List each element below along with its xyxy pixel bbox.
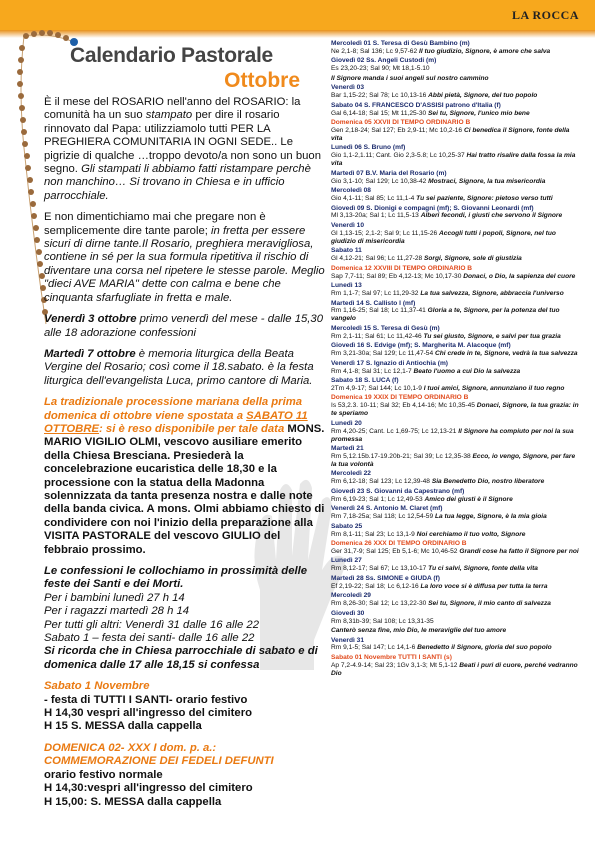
calendar-antiphon: Grandi cose ha fatto il Signore per noi — [459, 547, 579, 555]
calendar-day-title: Giovedì 30 — [331, 609, 365, 617]
calendar-entry — [331, 445, 581, 469]
calendar-antiphon: Mostraci, Signore, la tua misericordia — [428, 177, 546, 185]
calendar-readings-line — [331, 548, 581, 556]
calendar-readings: Gal 6,14-18; Sal 15; Mt 11,25-30 — [331, 109, 427, 117]
all-saints-block — [44, 680, 326, 734]
all-saints-line: - festa di TUTTI I SANTI- orario festivo — [44, 693, 248, 706]
calendar-antiphon: Sei tu, Signore, l'unico mio bene — [428, 109, 530, 117]
calendar-entry — [331, 394, 581, 418]
calendar-entry — [331, 592, 581, 608]
calendar-readings-line — [331, 513, 581, 521]
calendar-day-title: Giovedì 02 Ss. Angeli Custodi (m) — [331, 57, 437, 65]
calendar-antiphon: Benedetto il Signore, gloria del suo popolo — [417, 644, 552, 652]
calendar-readings-line — [331, 496, 581, 504]
all-souls-line: orario festivo normale — [44, 768, 163, 781]
event-date: Martedì 7 ottobre — [44, 347, 136, 360]
confessions-heading — [44, 565, 326, 592]
calendar-day-title: Martedì 28 Ss. SIMONE e GIUDA (f) — [331, 574, 440, 582]
text: Gli stampati li abbiamo fatti ristampare perchè non manchino… Si trovano in Chiesa e in ufficio parrocchiale. — [44, 163, 311, 202]
calendar-readings: 2Tm 4,9-17; Sal 144; Lc 10,1-9 — [331, 384, 422, 392]
prayer-paragraph — [44, 211, 326, 305]
calendar-entry — [331, 610, 581, 626]
all-souls-heading: DOMENICA 02- XXX I dom. p. a.: — [44, 741, 217, 754]
calendar-readings-line — [331, 65, 581, 73]
page-heading — [70, 44, 300, 93]
calendar-entry — [331, 575, 581, 591]
calendar-readings-line — [331, 428, 581, 444]
all-souls-line: H 15,00: S. MESSA dalla cappella — [44, 795, 222, 808]
confessions-line: Per tutti gli altri: Venerdì 31 dalle 16 alle 22 — [44, 618, 259, 631]
calendar-readings-line — [331, 212, 581, 220]
all-saints-heading: Sabato 1 Novembre — [44, 680, 150, 693]
calendar-entry — [331, 119, 581, 143]
calendar-day-title: Lunedì 06 S. Bruno (mf) — [331, 144, 406, 152]
calendar-antiphon: Il Signore ha compiuto per noi la sua promessa — [331, 427, 574, 443]
page-title: Calendario Pastorale — [70, 44, 273, 67]
calendar-day-title: Domenica 26 XXX DI TEMPO ORDINARIO B — [331, 540, 467, 547]
calendar-entry — [331, 654, 581, 678]
calendar-entry — [331, 247, 581, 263]
calendar-day-title: Sabato 01 Novembre TUTTI I SANTI (s) — [331, 653, 452, 661]
calendar-antiphon: Sei tu, Signore, il mio canto di salvezza — [428, 600, 551, 608]
calendar-antiphon: Canterò senza fine, mio Dio, le meraviglie del tuo amore — [331, 627, 507, 635]
calendar-readings: Rm 8,12-17; Sal 67; Lc 13,10-17 — [331, 565, 427, 573]
calendar-antiphon: La tua legge, Signore, è la mia gioia — [435, 513, 547, 521]
calendar-antiphon: Il Signore manda i suoi angeli sul nostro cammino — [331, 74, 489, 82]
calendar-day-title: Lunedì 13 — [331, 282, 362, 290]
calendar-readings: Gio 3,1-10; Sal 129; Lc 10,38-42 — [331, 177, 427, 185]
calendar-readings: Bar 1,15-22; Sal 78; Lc 10,13-16 — [331, 92, 427, 100]
calendar-readings: Ml 3,13-20a; Sal 1; Lc 11,5-13 — [331, 212, 419, 220]
calendar-antiphon: Sorgi, Signore, sole di giustizia — [424, 255, 522, 263]
confessions-note: Si ricorda che in Chiesa parrocchiale di sabato e di domenica dalle 17 alle 18,15 si confessa — [44, 645, 318, 671]
calendar-antiphon: Gloria a te, Signore, per la potenza del tuo vangelo — [331, 307, 560, 323]
confessions-line: Sabato 1 – festa dei santi- dalle 16 alle 22 — [44, 632, 255, 645]
calendar-entry — [331, 627, 581, 635]
calendar-day-title: Giovedì 09 S. Dionigi e compagni (mf); S. Giovanni Leonardi (mf) — [331, 204, 534, 212]
calendar-entry — [331, 265, 581, 281]
calendar-antiphon: La tua salvezza, Signore, abbraccia l'universo — [420, 290, 564, 297]
calendar-readings-line — [331, 565, 581, 573]
text: E non dimentichiamo mai che pregare non è semplicemente dire tante parole; — [44, 211, 266, 237]
calendar-readings: Rm 6,19-23; Sal 1; Lc 12,49-53 — [331, 495, 423, 503]
calendar-day-title: Domenica 19 XXIX DI TEMPO ORDINARIO B — [331, 394, 469, 402]
text: MONS. MARIO VIGILIO OLMI, vescovo ausiliare emerito della Chiesa Bresciana. Presiederà la concelebrazione eucaristica delle 18,30 e la processione con la statua della Madonna solennizzata da tanta presenza nostra e dalle note della banda civica. A mons. Olmi abbiamo chiesto di condividere con noi l'inizio della preparazione alla VISITA PASTORALE del vescovo GIULIO del febbraio prossimo. — [44, 422, 325, 556]
calendar-day-title: Sabato 04 S. FRANCESCO D'ASSISI patrono d'Italia (f) — [331, 101, 501, 109]
calendar-entry — [331, 637, 581, 653]
calendar-entry — [331, 470, 581, 486]
calendar-entry — [331, 75, 581, 83]
text: stampato — [145, 109, 193, 122]
calendar-entry — [331, 360, 581, 376]
text: . — [180, 578, 184, 591]
calendar-readings-line — [331, 230, 581, 246]
calendar-readings: Gio 4,1-11; Sal 85; Lc 11,1-4 — [331, 195, 415, 203]
calendar-readings-line — [331, 110, 581, 118]
calendar-readings: Ef 2,19-22; Sal 18; Lc 6,12-16 — [331, 582, 419, 590]
calendar-entry — [331, 282, 581, 298]
calendar-entry — [331, 187, 581, 203]
calendar-readings: Rm 4,1-8; Sal 31; Lc 12,1-7 — [331, 367, 412, 375]
calendar-antiphon: La loro voce si è diffusa per tutta la terra — [420, 582, 548, 590]
calendar-readings: Ne 2,1-8; Sal 136; Lc 9,57-62 — [331, 47, 418, 55]
calendar-entry — [331, 377, 581, 393]
text: È il mese del ROSARIO nell'anno del ROSARIO: la comunità ha un suo — [44, 96, 301, 122]
calendar-entry — [331, 342, 581, 358]
calendar-antiphon: Chi crede in te, Signore, vedrà la tua salvezza — [435, 350, 578, 358]
calendar-day-title: Venerdì 31 — [331, 636, 364, 644]
calendar-readings-line — [331, 531, 581, 539]
calendar-day-title: Domenica 12 XXVIII DI TEMPO ORDINARIO B — [331, 264, 473, 272]
calendar-readings-line — [331, 350, 581, 358]
confessions-line: Per i bambini lunedì 27 h 14 — [44, 591, 185, 604]
calendar-entry — [331, 40, 581, 56]
calendar-antiphon: Tu sei paziente, Signore: pietoso verso tutti — [416, 195, 553, 203]
calendar-day-title: Martedì 07 B.V. Maria del Rosario (m) — [331, 169, 447, 177]
procession-paragraph — [44, 396, 326, 557]
all-saints-line: H 14,30 vespri all'ingresso del cimitero — [44, 707, 253, 720]
calendar-readings-line — [331, 453, 581, 469]
calendar-day-title: Lunedì 27 — [331, 557, 362, 565]
calendar-day-title: Venerdì 03 — [331, 84, 364, 92]
calendar-antiphon: Tu ci salvi, Signore, fonte della vita — [428, 565, 538, 573]
calendar-readings: Is 53,2.3. 10-11; Sal 32; Eb 4,14-16; Mc 10,35-45 — [331, 402, 475, 410]
calendar-antiphon: Hai tratto risalire dalla fossa la mia vita — [331, 152, 576, 168]
calendar-antiphon: Noi cerchiamo il tuo volto, Signore — [416, 530, 526, 538]
calendar-readings-line — [331, 402, 581, 418]
calendar-readings-line — [331, 127, 581, 143]
calendar-entry — [331, 420, 581, 444]
calendar-readings-line — [331, 92, 581, 100]
calendar-readings-line — [331, 273, 581, 281]
calendar-readings-line — [331, 627, 581, 635]
calendar-readings-line — [331, 195, 581, 203]
calendar-entry — [331, 488, 581, 504]
calendar-day-title: Giovedì 16 S. Edvige (mf); S. Margherita M. Alacoque (mf) — [331, 342, 511, 350]
calendar-entry — [331, 557, 581, 573]
all-souls-line: H 14,30:vespri all'ingresso del cimitero — [44, 782, 253, 795]
calendar-readings-line — [331, 290, 581, 298]
tuesday-event — [44, 348, 326, 388]
calendar-day-title: Mercoledì 15 S. Teresa di Gesù (m) — [331, 324, 440, 332]
calendar-antiphon: Amico dei giusti è il Signore — [424, 495, 513, 503]
all-saints-line: H 15 S. MESSA dalla cappella — [44, 720, 202, 733]
text: : si è reso disponibile per tale data — [99, 422, 288, 435]
calendar-entry — [331, 144, 581, 168]
calendar-readings-line — [331, 368, 581, 376]
calendar-antiphon: Abbi pietà, Signore, del tuo popolo — [428, 92, 538, 100]
calendar-day-title: Sabato 11 — [331, 247, 362, 255]
calendar-day-title: Mercoledì 22 — [331, 470, 371, 478]
calendar-readings-line — [331, 583, 581, 591]
calendar-day-title: Martedì 21 — [331, 445, 364, 453]
calendar-day-title: Venerdì 10 — [331, 221, 364, 229]
calendar-readings: Rm 8,1-11; Sal 23; Lc 13,1-9 — [331, 530, 415, 538]
calendar-antiphon: Ecco, io vengo, Signore, per fare la tua volontà — [331, 452, 576, 468]
calendar-antiphon: Ci benedica il Signore, fonte della vita — [331, 127, 570, 142]
text: Le confessioni le collochiamo in prossimità delle feste dei Santi e dei Morti — [44, 565, 308, 591]
text: La tradizionale processione mariana della prima domenica di ottobre viene spostata a — [44, 396, 303, 422]
calendar-antiphon: Donaci, o Dio, la sapienza del cuore — [463, 272, 576, 280]
page-month: Ottobre — [224, 69, 300, 92]
calendar-readings-line — [331, 178, 581, 186]
calendar-readings: Gl 4,12-21; Sal 96; Lc 11,27-28 — [331, 255, 423, 263]
calendar-readings: Sap 7,7-11; Sal 89; Eb 4,12-13; Mc 10,17-30 — [331, 272, 462, 280]
calendar-readings-line — [331, 662, 581, 678]
calendar-entry — [331, 523, 581, 539]
calendar-readings: Rm 8,31b-39; Sal 108; Lc 13,31-35 — [331, 617, 434, 625]
calendar-day-title: Sabato 25 — [331, 522, 363, 530]
calendar-readings: Es 23,20-23; Sal 90; Mt 18,1-5.10 — [331, 65, 430, 73]
text: in fretta per essere sicuri di dirne tante.Il Rosario, preghiera meravigliosa, contiene in sé per la sua formula ripetitiva il rischio di diventare una corsa nel ripetere le stesse parole. Meglio "dieci AVE MARIA" dette con calma e bene che cinquanta sfarfugliate in fretta e male. — [44, 224, 325, 304]
calendar-antiphon: Alberi fecondi, i giusti che servono il Signore — [420, 212, 563, 220]
calendar-readings-line — [331, 307, 581, 323]
calendar-readings: Rm 5,12.15b.17-19.20b-21; Sal 39; Lc 12,35-38 — [331, 452, 471, 460]
calendar-entry — [331, 102, 581, 118]
friday-event — [44, 313, 326, 340]
magazine-title: LA ROCCA — [511, 8, 579, 22]
calendar-readings-line — [331, 255, 581, 263]
calendar-antiphon: Sia Benedetto Dio, nostro liberatore — [431, 478, 545, 486]
confessions-block — [44, 565, 326, 672]
calendar-readings: Ger 31,7-9; Sal 125; Eb 5,1-6; Mc 10,46-52 — [331, 547, 458, 555]
calendar-entry — [331, 505, 581, 521]
calendar-readings-line — [331, 75, 581, 83]
all-souls-block — [44, 742, 326, 809]
calendar-antiphon: Donaci, Signore, la tua grazia: in te speriamo — [331, 402, 579, 418]
calendar-day-title: Venerdì 17 S. Ignazio di Antiochia (m) — [331, 359, 448, 367]
calendar-antiphon: Beato l'uomo a cui Dio la salvezza — [413, 367, 521, 375]
calendar-readings-line — [331, 644, 581, 652]
calendar-day-title: Mercoledì 08 — [331, 187, 371, 195]
calendar-antiphon: Tu sei giusto, Signore, e salvi per tua grazia — [423, 332, 561, 340]
liturgical-calendar — [331, 40, 581, 679]
calendar-readings-line — [331, 600, 581, 608]
calendar-readings: Rm 7,18-25a; Sal 118; Lc 12,54-59 — [331, 513, 434, 521]
calendar-readings-line — [331, 385, 581, 393]
calendar-readings: Rm 8,26-30; Sal 12; Lc 13,22-30 — [331, 600, 427, 608]
calendar-readings-line — [331, 48, 581, 56]
calendar-entry — [331, 84, 581, 100]
calendar-readings: Rm 4,20-25; Cant. Lc 1,69-75; Lc 12,13-21 — [331, 427, 457, 435]
calendar-readings: Rm 6,12-18; Sal 123; Lc 12,39-48 — [331, 478, 430, 486]
rosary-paragraph — [44, 96, 326, 203]
event-text: primo venerdì del mese - dalle 15,30 alle 18 adorazione confessioni — [44, 313, 323, 339]
calendar-readings: Rm 9,1-5; Sal 147; Lc 14,1-6 — [331, 644, 416, 652]
calendar-entry — [331, 540, 581, 556]
event-date: Venerdì 3 ottobre — [44, 313, 137, 326]
calendar-antiphon: Beati i puri di cuore, perché vedranno Dio — [331, 661, 578, 677]
calendar-antiphon: I tuoi amici, Signore, annunziano il tuo regno — [423, 384, 565, 392]
main-article — [44, 96, 326, 809]
calendar-entry — [331, 170, 581, 186]
calendar-readings-line — [331, 333, 581, 341]
calendar-day-title: Domenica 05 XXVII DI TEMPO ORDINARIO B — [331, 119, 471, 127]
calendar-readings: Gen 2,18-24; Sal 127; Eb 2,9-11; Mc 10,2-16 — [331, 127, 463, 135]
calendar-readings-line — [331, 152, 581, 168]
procession-date: SABATO 11 OTTOBRE — [44, 409, 308, 435]
header-bar — [0, 0, 595, 30]
calendar-entry — [331, 222, 581, 246]
calendar-readings: Gio 1,1-2,1.11; Cant. Gio 2,3-5.8; Lc 10,25-37 — [331, 152, 465, 160]
calendar-day-title: Venerdì 24 S. Antonio M. Claret (mf) — [331, 505, 443, 513]
calendar-readings: Rm 3,21-30a; Sal 129; Lc 11,47-54 — [331, 350, 434, 358]
calendar-readings-line — [331, 478, 581, 486]
calendar-readings: Rm 1,16-25; Sal 18; Lc 11,37-41 — [331, 307, 426, 315]
calendar-day-title: Mercoledì 01 S. Teresa di Gesù Bambino (m) — [331, 40, 470, 47]
calendar-day-title: Mercoledì 29 — [331, 592, 371, 600]
all-souls-subheading: COMMEMORAZIONE DEI FEDELI DEFUNTI — [44, 755, 274, 768]
calendar-readings: Rm 1,1-7; Sal 97; Lc 11,29-32 — [331, 290, 419, 297]
calendar-day-title: Martedì 14 S. Callisto I (mf) — [331, 299, 416, 307]
calendar-day-title: Giovedì 23 S. Giovanni da Capestrano (mf) — [331, 487, 465, 495]
calendar-readings: Rm 2,1-11; Sal 61; Lc 11,42-46 — [331, 332, 422, 340]
calendar-readings-line — [331, 618, 581, 626]
calendar-day-title: Sabato 18 S. LUCA (f) — [331, 377, 399, 385]
calendar-antiphon: Accogli tutti i popoli, Signore, nel tuo giudizio di misericordia — [331, 229, 556, 245]
event-text: è memoria liturgica della Beata Vergine del Rosario; così come il 18.sabato. è la festa liturgica dell'evangelista Luca, primo cantore di Maria. — [44, 347, 314, 387]
calendar-entry — [331, 205, 581, 221]
calendar-entry — [331, 57, 581, 73]
calendar-antiphon: Il tuo giudizio, Signore, è amore che salva — [418, 47, 551, 55]
calendar-day-title: Lunedì 20 — [331, 419, 362, 427]
confessions-line: Per i ragazzi martedì 28 h 14 — [44, 605, 190, 618]
header-bar-shadow — [0, 30, 595, 38]
calendar-entry — [331, 300, 581, 324]
calendar-entry — [331, 325, 581, 341]
text: per dire il rosario rinnovato dal Papa: utilizziamolo tutti PER LA PREGHIERA COMUNITARIA IN OGNI SEDE.. Le pigrizie di qualche …troppo devoto/a non sono un buon segno. — [44, 109, 321, 176]
calendar-readings: Gl 1,13-15; 2,1-2; Sal 9; Lc 11,15-26 — [331, 229, 438, 237]
calendar-readings: Ap 7,2-4.9-14; Sal 23; 1Gv 3,1-3; Mt 5,1-12 — [331, 661, 458, 669]
